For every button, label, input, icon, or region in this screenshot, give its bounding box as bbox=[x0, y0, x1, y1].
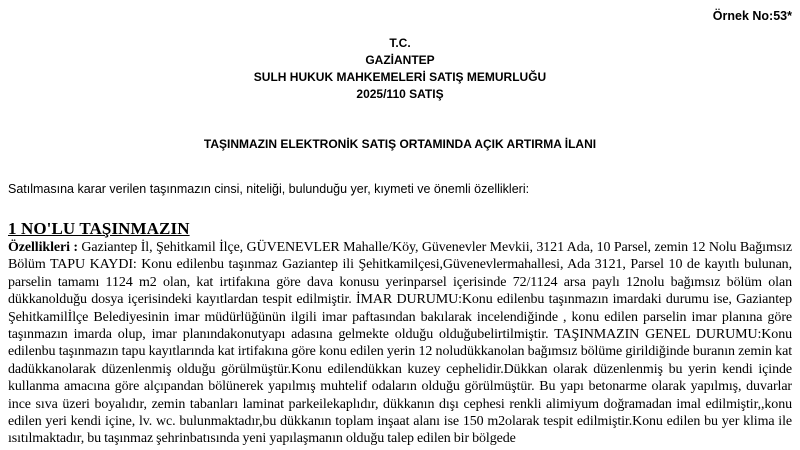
sample-number: Örnek No:53* bbox=[712, 9, 792, 23]
section-title: 1 NO'LU TAŞINMAZIN bbox=[8, 219, 190, 238]
property-description bbox=[8, 239, 792, 448]
properties-label: Özellikleri : bbox=[8, 240, 78, 255]
document-header bbox=[0, 35, 800, 103]
intro-text: Satılmasına karar verilen taşınmazın cinsi, niteliği, bulunduğu yer, kıymeti ve önemli özellikleri: bbox=[8, 182, 530, 196]
header-case-number: 2025/110 SATIŞ bbox=[356, 87, 444, 101]
properties-text: Gaziantep İl, Şehitkamil İlçe, GÜVENEVLER Mahalle/Köy, Güvenevler Mevkii, 3121 Ada, 10 Parsel, zemin 12 Nolu Bağımsız Bölüm TAPU KAYDI: Konu edilenbu taşınmaz Gaziantep ili Şehitkamilçesi,Güvenevlermahallesi, Ada 3121, Parsel 10 de kayıtlı bulunan, parselin tamamı 1124 m2 olan, kat irtifakına göre dava konusu yerinparsel içerisinde 72/1124 arsa paylı 12nolu bağımsız bölüm olan dükkanolduğu dosya içerisindeki kayıtlardan tespit edilmiştir. İMAR DURUMU:Konu edilenbu taşınmazın imardaki durumu ise, Gaziantep Şehitkamilİlçe Belediyesinin imar müdürlüğünün ilgili imar paftasından bakılarak incelendiğinde , konu edilen parselin imar planına göre taşınmazın imarda olup, imar planındakonutyapı adasına gelmekte olduğu olduğubelirtilmiştir. TAŞINMAZIN GENEL DURUMU:Konu edilenbu taşınmazın tapu kayıtlarında kat irtifakına göre konu edilen yerin 12 noludükkanolan bağımsız bölüme girildiğinde buranın zemin kat dadükkanolarak düzenlenmiş olduğu görülmüştür.Konu edilendükkan kuzey cephelidir.Dükkan olarak düzenlenmiş bu yerin kendi içinde kullanma amacına göre alçıpandan bölünerek yapılmış muhtelif odaların olduğu görülmüştür. Bu yapı betonarme olarak yapılmış, duvarlar ince sıva üzeri boyalıdır, zemin tabanları laminat parkeilekaplıdır, dükkanın dışı cephesi renkli alimiyum doğramadan imal edilmiştir,,konu edilen yeri kendi içine, lv. wc. bulunmaktadır,bu dükkanın toplam inşaat alanı ise 150 m2olarak tespit edilmiştir.Konu edilen bu yer klima ile ısıtılmaktadır, bu taşınmaz şehrinbatısında yeni yapılaşmanın olduğu talep edilen bir bölgede bbox=[8, 240, 792, 447]
header-city: GAZİANTEP bbox=[365, 53, 435, 67]
header-office: SULH HUKUK MAHKEMELERİ SATIŞ MEMURLUĞU bbox=[253, 70, 547, 84]
notice-title: TAŞINMAZIN ELEKTRONİK SATIŞ ORTAMINDA AÇIK ARTIRMA İLANI bbox=[203, 137, 597, 151]
header-country: T.C. bbox=[389, 36, 411, 50]
